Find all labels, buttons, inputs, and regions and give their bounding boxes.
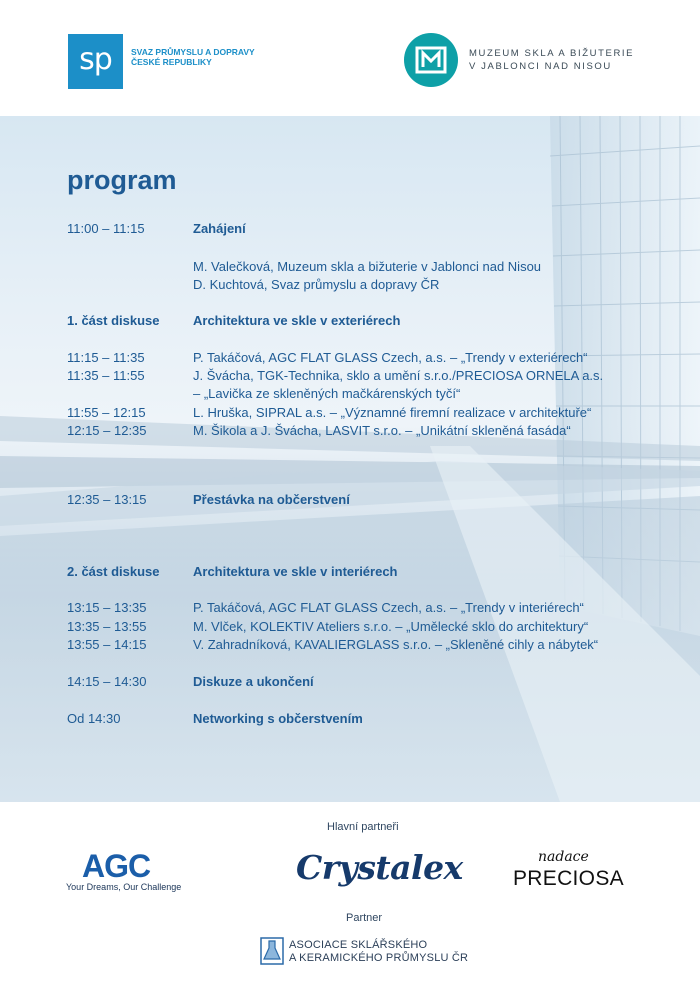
crystalex-logo: Crystalex [296, 848, 463, 887]
program-row-description: L. Hruška, SIPRAL a.s. – „Významné firemní realizace v architektuře“ [193, 405, 592, 420]
museum-name [469, 47, 634, 73]
program-row-time: 14:15 – 14:30 [67, 674, 147, 689]
nadace-logo-text: nadace [538, 849, 589, 865]
program-row-time: 13:15 – 13:35 [67, 600, 147, 615]
program-row-time: 13:35 – 13:55 [67, 619, 147, 634]
glass-architecture-background [0, 116, 700, 802]
program-row-time: 13:55 – 14:15 [67, 637, 147, 652]
program-row-time: 11:00 – 11:15 [67, 221, 145, 236]
asociace-name-line1: ASOCIACE SKLÁŘSKÉHO [289, 939, 428, 951]
program-row-time: 11:55 – 12:15 [67, 405, 146, 420]
svaz-name-line2: ČESKÉ REPUBLIKY [131, 57, 212, 67]
program-row-time: 12:35 – 13:15 [67, 492, 147, 507]
svaz-prumyslu-logo: sp [68, 34, 123, 89]
program-row-description: M. Vlček, KOLEKTIV Ateliers s.r.o. – „Umělecké sklo do architektury“ [193, 619, 589, 634]
museum-name-line1: MUZEUM SKLA A BIŽUTERIE [469, 48, 635, 59]
program-row-time: 1. část diskuse [67, 313, 160, 328]
program-row-description: M. Šikola a J. Švácha, LASVIT s.r.o. – „Unikátní skleněná fasáda“ [193, 423, 571, 438]
program-row-description: Networking s občerstvením [193, 711, 363, 726]
svaz-prumyslu-name [131, 47, 255, 67]
program-row-description: Přestávka na občerstvení [193, 492, 350, 507]
main-partners-label: Hlavní partneři [327, 821, 399, 833]
program-row-description: Architektura ve skle v exteriérech [193, 313, 401, 328]
museum-name-line2: V JABLONCI NAD NISOU [469, 61, 612, 72]
museum-logo-icon [404, 33, 458, 87]
program-row-description: V. Zahradníková, KAVALIERGLASS s.r.o. – „Skleněné cihly a nábytek“ [193, 637, 599, 652]
program-row-description: Zahájení [193, 221, 246, 236]
svaz-name-line1: SVAZ PRŮMYSLU A DOPRAVY [131, 47, 255, 57]
program-row-description: Architektura ve skle v interiérech [193, 564, 398, 579]
page-header [0, 0, 700, 116]
program-title: program [67, 165, 177, 195]
asociace-name [289, 939, 468, 965]
agc-tagline: Your Dreams, Our Challenge [66, 882, 182, 892]
program-row-description: P. Takáčová, AGC FLAT GLASS Czech, a.s. – „Trendy v interiérech“ [193, 600, 584, 615]
preciosa-logo-text: PRECIOSA [513, 867, 624, 890]
program-row-time: Od 14:30 [67, 711, 121, 726]
program-row-description: J. Švácha, TGK-Technika, sklo a umění s.r.o./PRECIOSA ORNELA a.s. [193, 368, 604, 383]
agc-logo: AGC [82, 848, 151, 884]
program-row-description: Diskuze a ukončení [193, 674, 314, 689]
glass-flask-icon [260, 937, 284, 970]
partner-label: Partner [346, 912, 383, 924]
program-row-time: 2. část diskuse [67, 564, 160, 579]
program-row-time: 12:15 – 12:35 [67, 423, 147, 438]
program-row-description: P. Takáčová, AGC FLAT GLASS Czech, a.s. – „Trendy v exteriérech“ [193, 350, 588, 365]
asociace-name-line2: A KERAMICKÉHO PRŮMYSLU ČR [289, 952, 469, 964]
program-row-description: D. Kuchtová, Svaz průmyslu a dopravy ČR [193, 277, 440, 292]
program-row-time: 11:15 – 11:35 [67, 350, 145, 365]
program-row-time: 11:35 – 11:55 [67, 368, 145, 383]
program-row-description: M. Valečková, Muzeum skla a bižuterie v Jablonci nad Nisou [193, 259, 542, 274]
program-row-description: – „Lavička ze skleněných mačkárenských tyčí“ [193, 386, 461, 401]
